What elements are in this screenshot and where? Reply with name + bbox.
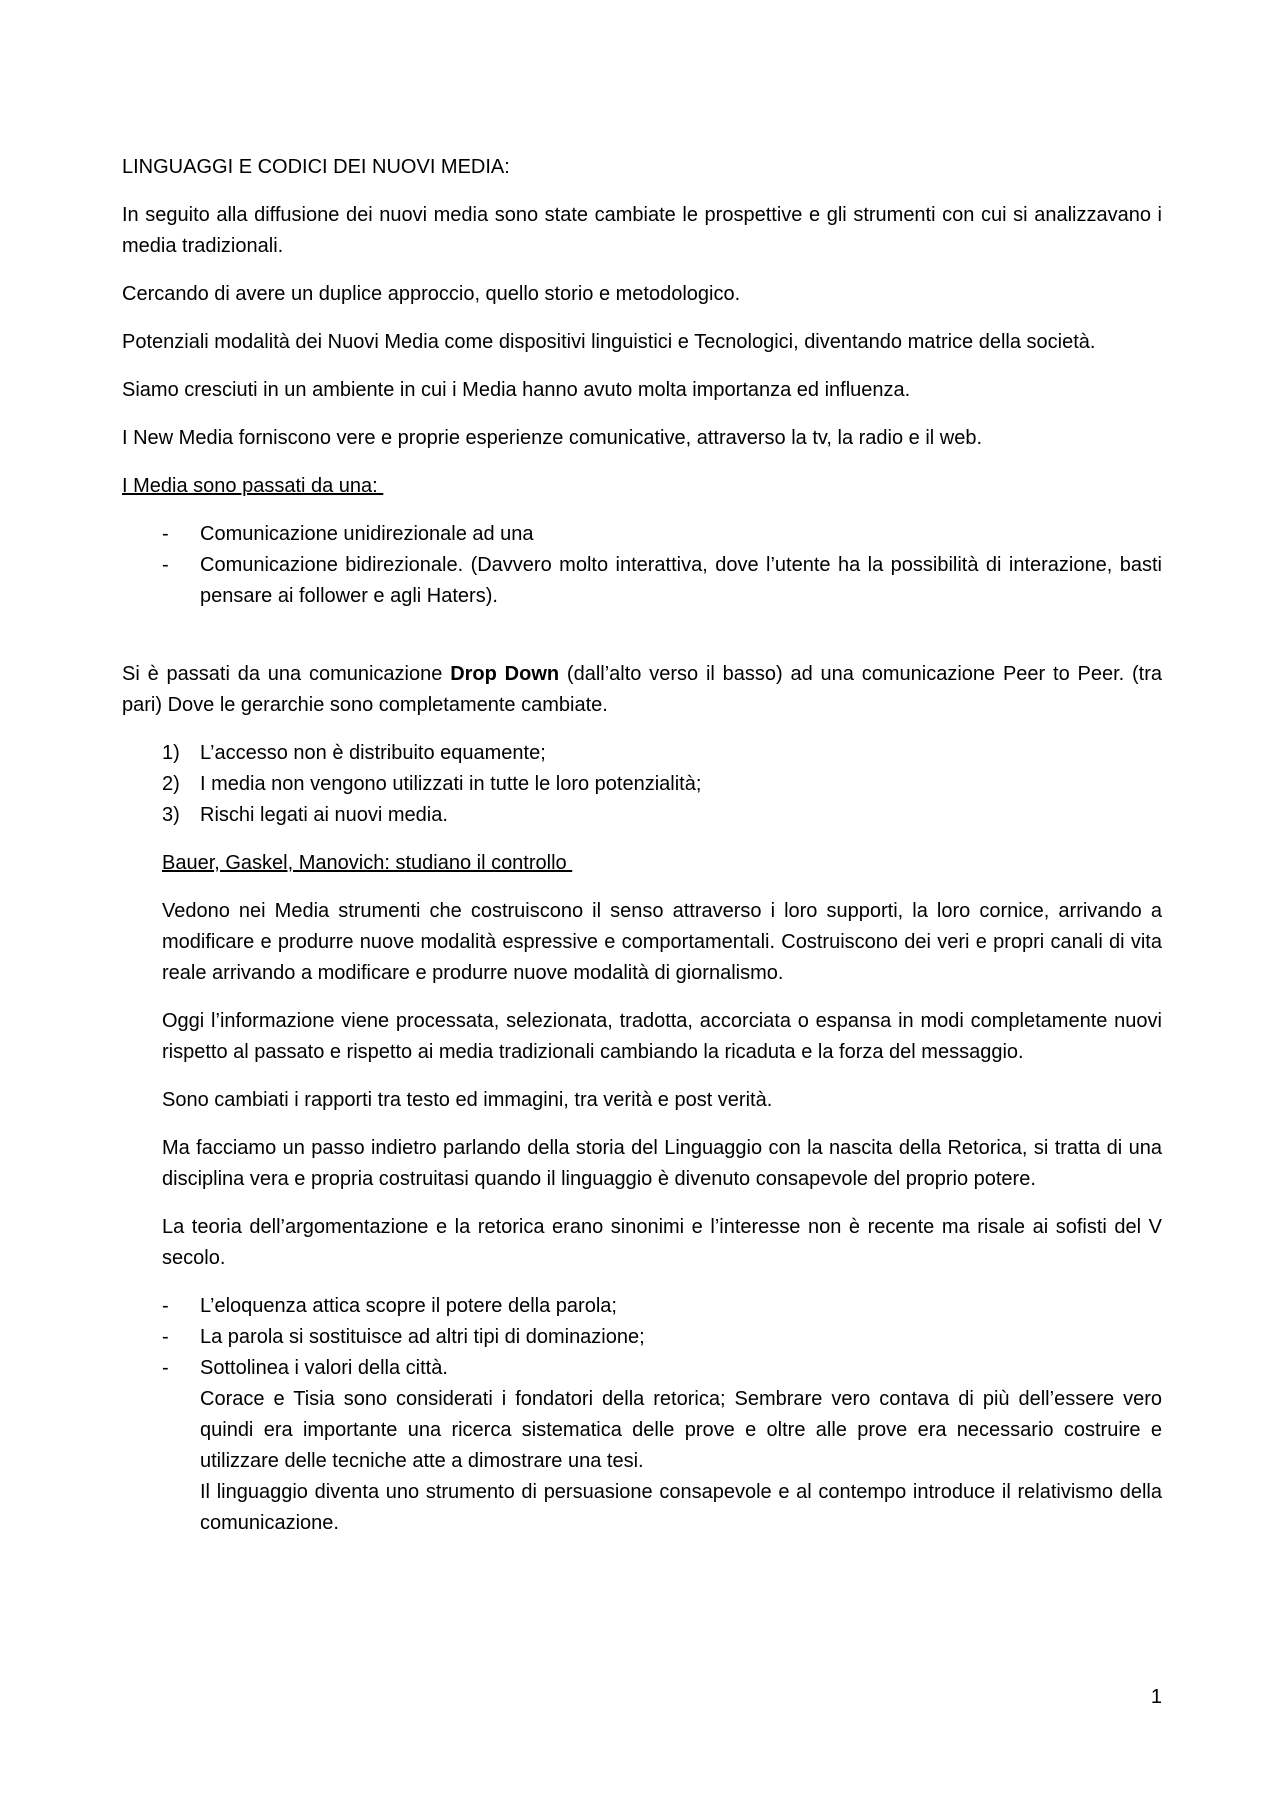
document-title: LINGUAGGI E CODICI DEI NUOVI MEDIA:	[122, 156, 510, 178]
paragraph-intro-4: Siamo cresciuti in un ambiente in cui i Media hanno avuto molta importanza ed influenza.	[122, 379, 911, 401]
media-heading: I Media sono passati da una:	[122, 475, 384, 497]
rhetoric-list	[122, 1291, 1162, 1539]
dash-marker: -	[162, 1357, 169, 1379]
paragraph-intro-3: Potenziali modalità dei Nuovi Media come dispositivi linguistici e Tecnologici, diventando matrice della società.	[122, 331, 1096, 353]
paragraph-intro-1: In seguito alla diffusione dei nuovi media sono state cambiate le prospettive e gli strumenti con cui si analizzavano i media tradizionali.	[122, 204, 1162, 257]
paragraph-intro-5: I New Media forniscono vere e proprie esperienze comunicative, attraverso la tv, la radio e il web.	[122, 427, 983, 449]
authors-heading: Bauer, Gaskel, Manovich: studiano il controllo	[162, 852, 573, 874]
continuation-paragraph-1: Corace e Tisia sono considerati i fondatori della retorica; Sembrare vero contava di più dell’essere vero quindi era importante una ricerca sistematica delle prove e oltre alle prove era necessario costruire e utilizzare delle tecniche atte a dimostrare una tesi.	[200, 1388, 1162, 1472]
dash-marker: -	[162, 554, 169, 576]
paragraph-indented-1: Vedono nei Media strumenti che costruiscono il senso attraverso i loro supporti, la loro cornice, arrivando a modificare e produrre nuove modalità espressive e comportamentali. Costruiscono dei veri e propri canali di vita reale arrivando a modificare e produrre nuove modalità di giornalismo.	[162, 900, 1162, 984]
paragraph-indented-5: La teoria dell’argomentazione e la retorica erano sinonimi e l’interesse non è recente ma risale ai sofisti del V secolo.	[162, 1216, 1162, 1269]
dash-marker: -	[162, 1326, 169, 1348]
list-item-text: La parola si sostituisce ad altri tipi di dominazione;	[200, 1326, 645, 1348]
numbered-list	[122, 738, 1162, 831]
list-number: 1)	[162, 742, 180, 764]
paragraph-indented-4: Ma facciamo un passo indietro parlando della storia del Linguaggio con la nascita della Retorica, si tratta di una disciplina vera e propria costruitasi quando il linguaggio è divenuto consapevole del proprio potere.	[162, 1137, 1162, 1190]
list-item-text: L’accesso non è distribuito equamente;	[200, 742, 546, 764]
list-item	[122, 550, 1162, 612]
peer-text-before: Si è passati da una comunicazione	[122, 663, 451, 685]
list-item-text: I media non vengono utilizzati in tutte le loro potenzialità;	[200, 773, 702, 795]
dash-marker: -	[162, 1295, 169, 1317]
list-item	[122, 738, 1162, 769]
list-number: 2)	[162, 773, 180, 795]
paragraph-indented-2: Oggi l’informazione viene processata, selezionata, tradotta, accorciata o espansa in modi completamente nuovi rispetto al passato e rispetto ai media tradizionali cambiando la ricaduta e la forza del messaggio.	[162, 1010, 1162, 1063]
list-item-text: Rischi legati ai nuovi media.	[200, 804, 448, 826]
list-item-text: Comunicazione bidirezionale. (Davvero molto interattiva, dove l’utente ha la possibilità di interazione, basti pensare ai follower e agli Haters).	[200, 554, 1162, 607]
list-item	[122, 1353, 1162, 1539]
page-number: 1	[1150, 1686, 1162, 1708]
list-item	[122, 519, 1162, 550]
media-list	[122, 519, 1162, 612]
list-number: 3)	[162, 804, 180, 826]
dash-marker: -	[162, 523, 169, 545]
peer-paragraph	[122, 659, 1162, 721]
list-item	[122, 1291, 1162, 1322]
blank-line	[122, 629, 1162, 659]
drop-down-term: Drop Down	[450, 663, 560, 685]
list-item-text: L’eloquenza attica scopre il potere della parola;	[200, 1295, 617, 1317]
list-item-text: Comunicazione unidirezionale ad una	[200, 523, 534, 545]
paragraph-intro-2: Cercando di avere un duplice approccio, quello storio e metodologico.	[122, 283, 741, 305]
list-item	[122, 769, 1162, 800]
paragraph-indented-3: Sono cambiati i rapporti tra testo ed immagini, tra verità e post verità.	[162, 1089, 773, 1111]
list-item-text: Sottolinea i valori della città.	[200, 1357, 448, 1379]
list-item	[122, 800, 1162, 831]
list-item	[122, 1322, 1162, 1353]
peer-text-after: (dall’alto verso il basso) ad una comunicazione Peer to Peer. (tra pari) Dove le gerarchie sono completamente cambiate.	[122, 663, 1163, 716]
continuation-paragraph-2: Il linguaggio diventa uno strumento di persuasione consapevole e al contempo introduce il relativismo della comunicazione.	[200, 1481, 1162, 1534]
document-body	[122, 152, 1162, 1539]
